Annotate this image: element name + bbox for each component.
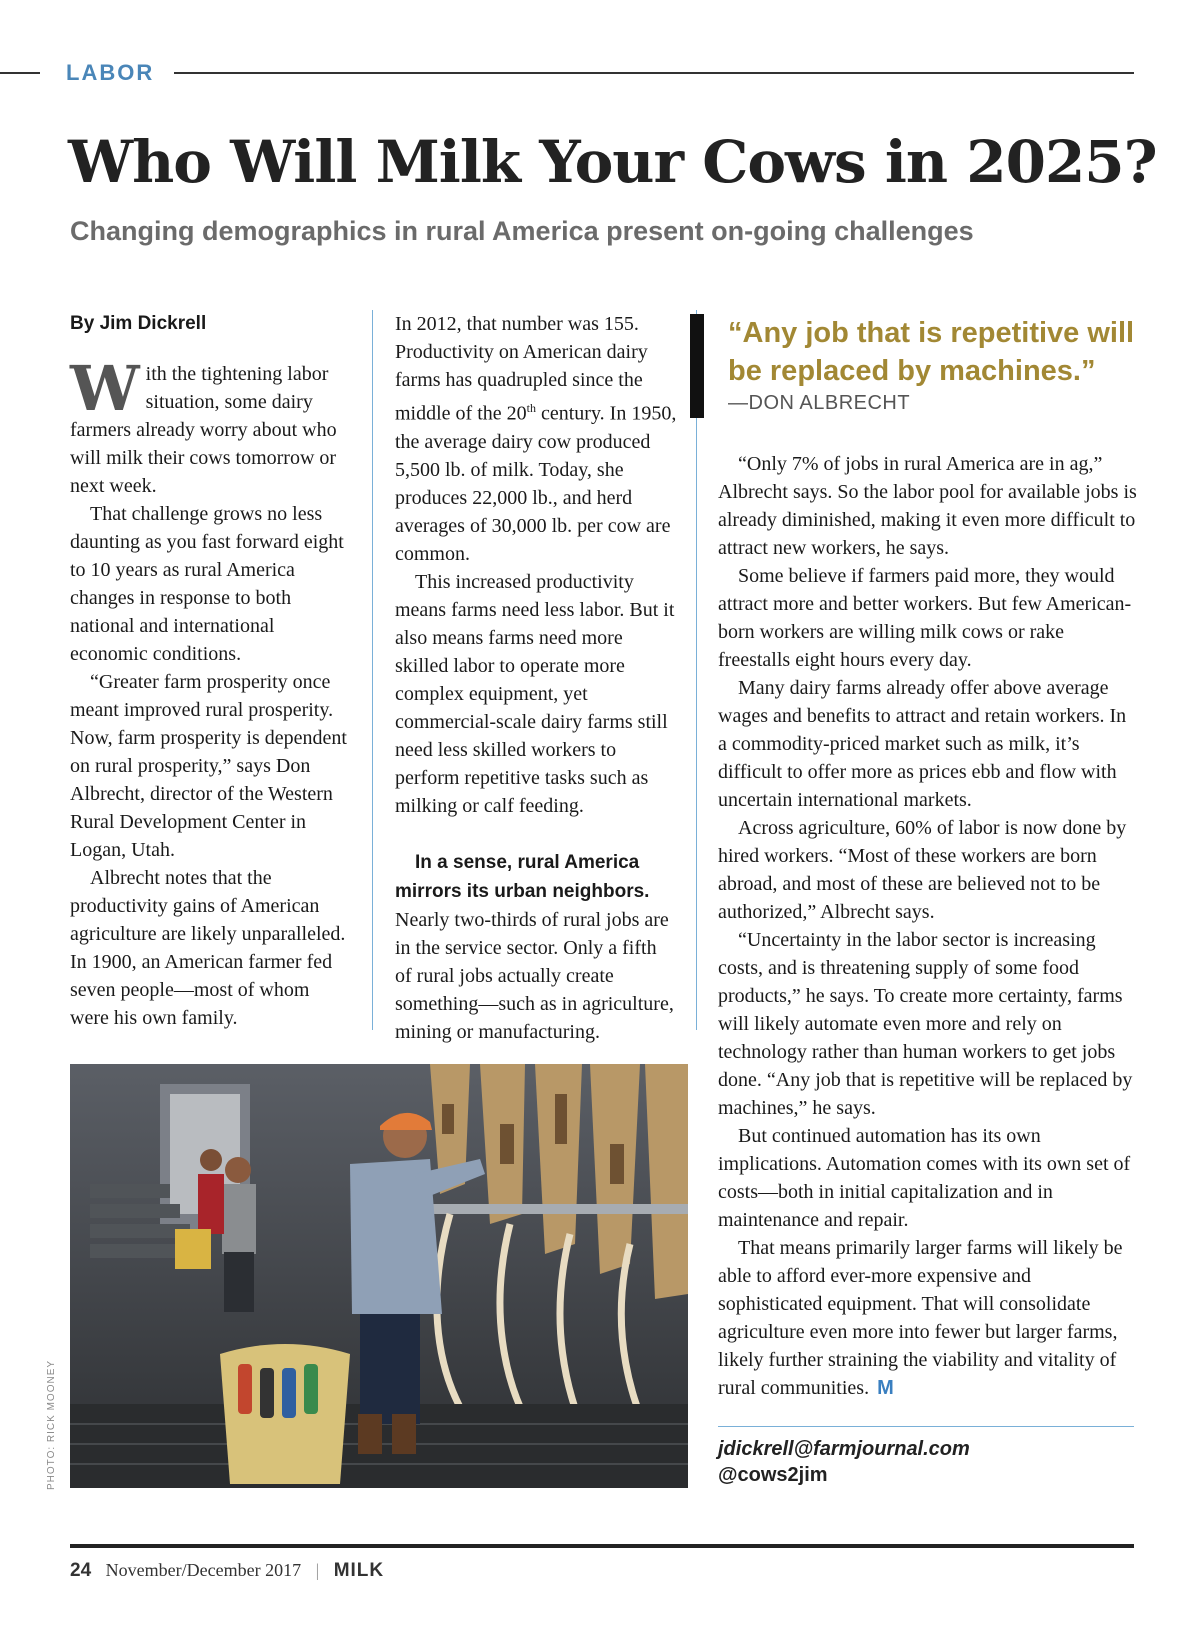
paragraph-text: ith the tightening labor situation, some dairy farmers already worry about who will milk their cows tomorrow or next week. [70, 363, 337, 497]
headline: Who Will Milk Your Cows in 2025? [68, 128, 1157, 196]
ordinal-suffix: th [526, 401, 536, 415]
footer [70, 1560, 384, 1582]
footer-rule [70, 1544, 1134, 1548]
end-mark: M [877, 1377, 894, 1399]
column-3 [718, 450, 1138, 1402]
column-rule [372, 310, 373, 1030]
paragraph-text: That means primarily larger farms will likely be able to afford ever-more expensive and sophisticated equipment. That will consolidate agriculture even more into fewer but larger farms, likely further straining the viability and vitality of rural communities. [718, 1237, 1123, 1399]
pullquote-attribution: —DON ALBRECHT [728, 392, 911, 414]
photo-illustration [70, 1064, 688, 1488]
section-label: LABOR [66, 60, 155, 85]
section-rule-left [0, 72, 40, 74]
author-contact [718, 1436, 970, 1488]
paragraph [718, 1234, 1138, 1402]
paragraph: “Greater farm prosperity once meant improved rural prosperity. Now, farm prosperity is dependent on rural prosperity,” says Don Albrecht, director of the Western Rural Development Center in Logan, Utah. [70, 671, 347, 861]
pullquote: “Any job that is repetitive will be replaced by machines.” [728, 317, 1135, 387]
paragraph [395, 310, 677, 568]
pullquote-bar [690, 314, 704, 418]
paragraph: That challenge grows no less daunting as you fast forward eight to 10 years as rural America changes in response to both national and international economic conditions. [70, 503, 344, 665]
page-number: 24 [70, 1560, 92, 1581]
paragraph: “Only 7% of jobs in rural America are in ag,” Albrecht says. So the labor pool for available jobs is already diminished, making it even more difficult to attract new workers, he says. [718, 453, 1137, 559]
paragraph-text: century. In 1950, the average dairy cow produced 5,500 lb. of milk. Today, she produces 22,000 lb., and herd averages of 30,000 lb. per cow are common. [395, 402, 677, 565]
footer-separator: | [315, 1560, 320, 1580]
paragraph-text: Nearly two-thirds of rural jobs are in the service sector. Only a fifth of rural jobs actually create something—such as in agriculture, mining or manufacturing. [395, 908, 674, 1043]
paragraph [70, 352, 352, 500]
author-twitter-handle[interactable]: @cows2jim [718, 1464, 828, 1486]
issue-date: November/December 2017 [105, 1560, 302, 1580]
byline: By Jim Dickrell [70, 313, 207, 334]
spacer [395, 820, 677, 848]
paragraph: Across agriculture, 60% of labor is now done by hired workers. “Most of these workers are born abroad, and most of these are believed not to be authorized,” Albrecht says. [718, 817, 1127, 923]
paragraph [395, 848, 677, 1046]
paragraph: Some believe if farmers paid more, they would attract more and better workers. But few American-born workers are willing milk cows or rake freestalls eight hours every day. [718, 565, 1132, 671]
section-rule-right [174, 72, 1134, 74]
paragraph: But continued automation has its own implications. Automation comes with its own set of costs—both in initial capitalization and in maintenance and repair. [718, 1125, 1131, 1231]
paragraph: Albrecht notes that the productivity gains of American agriculture are likely unparalleled. In 1900, an American farmer fed seven people—most of whom were his own family. [70, 867, 346, 1029]
column-1 [70, 310, 352, 1032]
paragraph: Many dairy farms already offer above average wages and benefits to attract and retain workers. In a commodity-priced market such as milk, it’s difficult to offer more as prices ebb and flow with uncertain international markets. [718, 677, 1127, 811]
column-rule [696, 310, 697, 1030]
paragraph: This increased productivity means farms need less labor. But it also means farms need more skilled labor to operate more complex equipment, yet commercial-scale dairy farms still need less skilled workers to perform repetitive tasks such as milking or calf feeding. [395, 570, 675, 817]
contact-rule [718, 1426, 1134, 1427]
paragraph: “Uncertainty in the labor sector is increasing costs, and is threatening supply of some food products,” he says. To create more certainty, farms will likely automate even more and rely on technology rather than human workers to get jobs done. “Any job that is repetitive will be replaced by machines,” he says. [718, 929, 1133, 1119]
magazine-name: MILK [333, 1560, 385, 1581]
photo-credit: PHOTO: RICK MOONEY [46, 1359, 57, 1490]
dropcap: W [70, 352, 140, 425]
deck: Changing demographics in rural America present on-going challenges [70, 216, 974, 246]
milking-parlor-photo [70, 1064, 688, 1488]
run-in-subhead: In a sense, rural America mirrors its urban neighbors. [395, 851, 650, 902]
paragraph-text: In 2012, that number was 155. Productivity on American dairy farms has quadrupled since the middle of the 20 [395, 313, 648, 425]
column-2 [395, 310, 677, 1046]
author-email[interactable]: jdickrell@farmjournal.com [718, 1438, 970, 1460]
